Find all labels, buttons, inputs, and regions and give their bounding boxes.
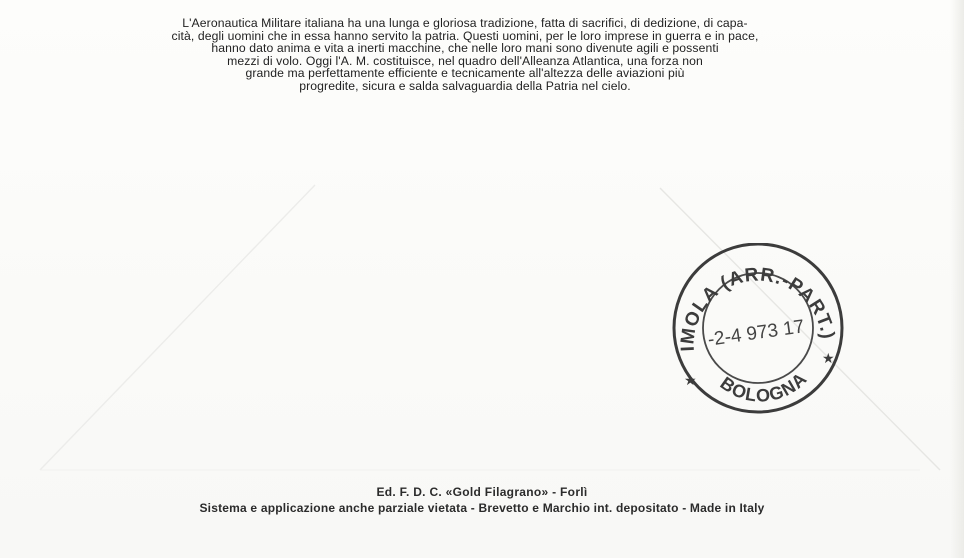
postmark-town: IMOLA (ARR.-PART.): [677, 264, 839, 352]
rights-line: Sistema e applicazione anche parziale vietata - Brevetto e Marchio int. depositato - Made in Italy: [199, 501, 765, 515]
intro-line: hanno dato anima e vita a inerti macchine, che nelle loro mani sono divenute agili e possenti: [211, 41, 719, 56]
postmark-date: -2-4 973 17: [706, 316, 806, 351]
star-icon: ★: [684, 373, 697, 389]
postmark-province: BOLOGNA: [716, 368, 812, 406]
publisher-line: Ed. F. D. C. «Gold Filagrano» - Forlì: [376, 485, 588, 499]
intro-paragraph: [75, 17, 855, 93]
intro-line: L'Aeronautica Militare italiana ha una lunga e gloriosa tradizione, fatta di sacrifici, di dedizione, di capa-: [182, 16, 748, 30]
intro-line: grande ma perfettamente efficiente e tecnicamente all'altezza delle aviazioni più: [245, 66, 685, 81]
star-icon: ★: [822, 351, 835, 367]
postmark-stamp: [664, 243, 854, 423]
intro-line: progredite, sicura e salda salvaguardia della Patria nel cielo.: [299, 78, 631, 93]
envelope-edge: [950, 0, 964, 558]
intro-line: cità, degli uomini che in essa hanno servito la patria. Questi uomini, per le loro imprese in guerra e in pace,: [171, 28, 759, 43]
intro-line: mezzi di volo. Oggi l'A. M. costituisce, nel quadro dell'Alleanza Atlantica, una forza non: [227, 53, 703, 68]
